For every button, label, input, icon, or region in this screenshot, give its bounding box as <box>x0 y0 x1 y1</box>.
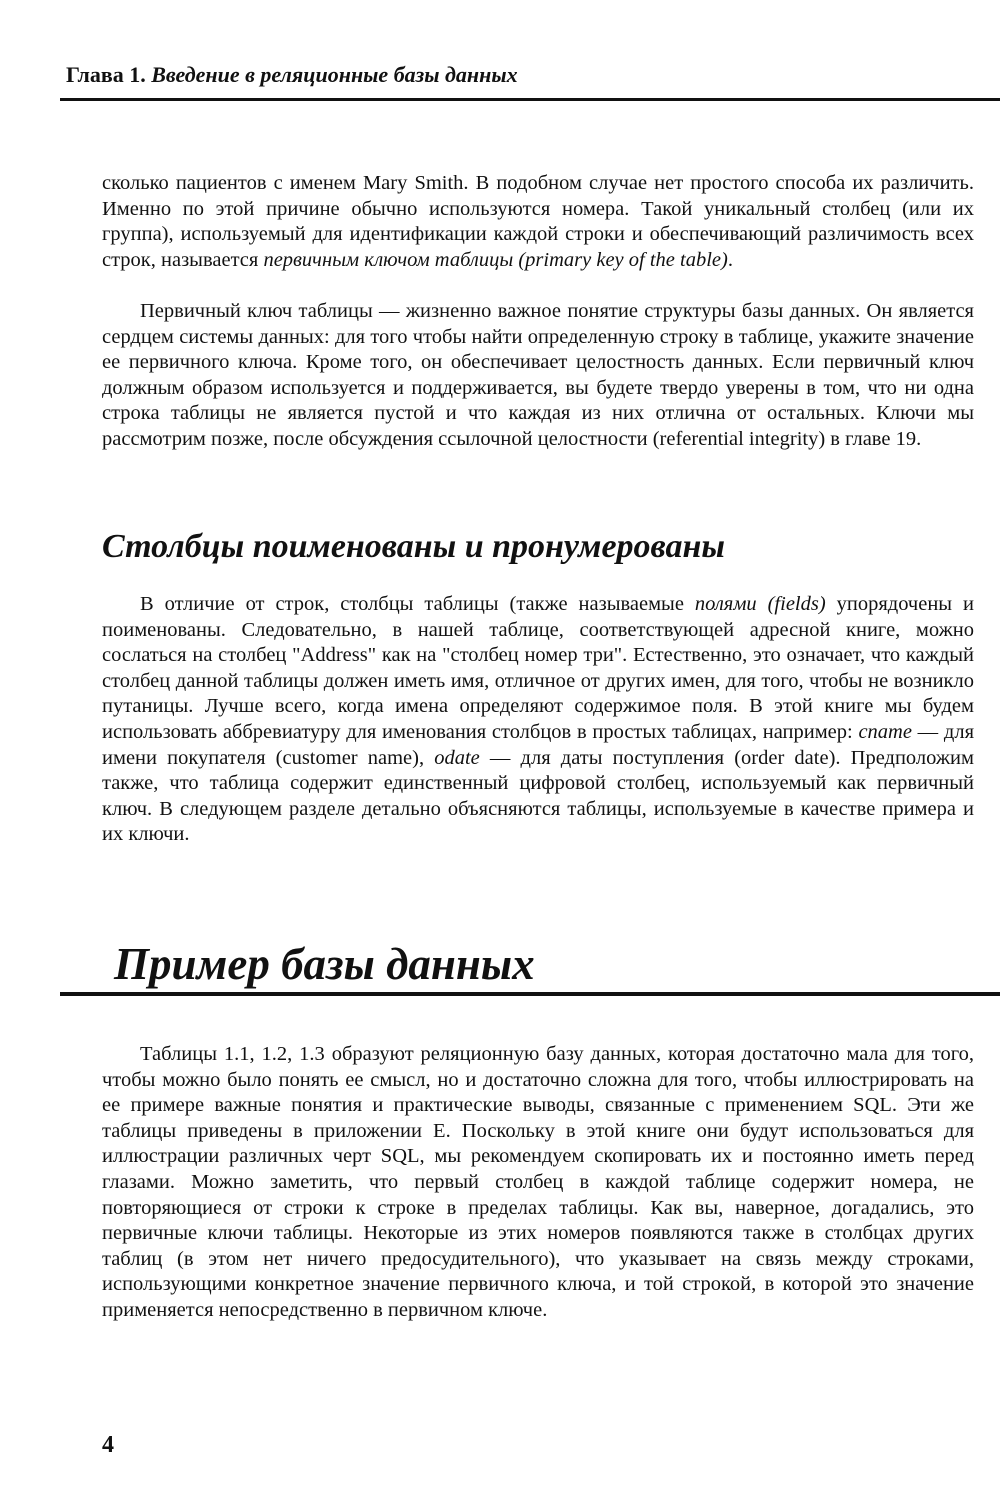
section-heading: Столбцы поименованы и пронумерованы <box>102 528 725 565</box>
paragraph-1-text: сколько пациентов с именем Mary Smith. В подобном случае нет простого способа их различить. Именно по этой причине обычно используются номера. Такой уникальный столбец (или их группа), используемый для идентификации каждой строки и обеспечивающий различимость всех строк, называется <box>102 172 974 271</box>
paragraph-4-text: Таблицы 1.1, 1.2, 1.3 образуют реляционную базу данных, которая достаточно мала для того, чтобы можно было понять ее смысл, но и достаточно сложна для того, чтобы иллюстрировать на ее примере важные понятия и практические выводы, связанные с применением SQL. Эти же таблицы приведены в приложении Е. Поскольку в этой книге они будут использоваться для иллюстрации различных черт SQL, мы рекомендуем скопировать их и постоянно иметь перед глазами. Можно заметить, что первый столбец в каждой таблице содержит номера, не повторяющиеся от строки к строке в пределах таблицы. Как вы, наверное, догадались, это первичные ключи таблицы. Некоторые из этих номеров появляются также в столбцах других таблиц (в этом нет ничего предосудительного), что указывает на связь между строками, использующими конкретное значение первичного ключа, и той строкой, в которой это значение применяется непосредственно в первичном ключе. <box>102 1043 974 1321</box>
chapter-title: Введение в реляционные базы данных <box>151 62 518 87</box>
major-heading-rule <box>60 992 1000 996</box>
major-heading: Пример базы данных <box>114 939 535 989</box>
paragraph-2-text: Первичный ключ таблицы — жизненно важное понятие структуры базы данных. Он является сердцем системы данных: для того чтобы найти определенную строку в таблице, укажите значение ее первичного ключа. Кроме того, он обеспечивает целостность данных. Если первичный ключ должным образом используется и поддерживается, вы будете твердо уверены в том, что ни одна строка таблицы не является пустой и что каждая из них отлична от остальных. Ключи мы рассмотрим позже, после обсуждения ссылочной целостности (referential integrity) в главе 19. <box>102 300 974 450</box>
paragraph-2 <box>102 299 974 453</box>
paragraph-1: сколько пациентов с именем Mary Smith. В подобном случае нет простого способа их различить. Именно по этой причине обычно используются номера. Такой уникальный столбец (или их группа), используемый для идентификации каждой строки и обеспечивающий различимость всех строк, называется первичным ключом таблицы (primary key of the table). <box>102 172 974 271</box>
paragraph-3: В отличие от строк, столбцы таблицы (также называемые полями (fields) упорядочены и поименованы. Следовательно, в нашей таблице, соответствующей адресной книге, можно сослаться на столбец "Address" как на "столбец номер три". Естественно, это означает, что каждый столбец данной таблицы должен иметь имя, отличное от других имен, для того, чтобы не возникло путаницы. Лучше всего, когда имена определяют содержимое поля. В этой книге мы будем использовать аббревиатуру для именования столбцов в простых таблицах, например: cname — для имени покупателя (customer name), odate — для даты поступления (order date). Предположим также, что таблица содержит единственный цифровой столбец, используемый как первичный ключ. В следующем разделе детально объясняются таблицы, используемые в качестве примера и их ключи. <box>102 593 974 846</box>
cname-term: cname <box>858 720 912 743</box>
running-head <box>66 62 518 88</box>
primary-key-term: первичным ключом таблицы (primary key of the table) <box>263 248 728 271</box>
header-rule <box>60 98 1000 101</box>
fields-term: полями (fields) <box>694 593 826 615</box>
paragraph-4 <box>102 1042 974 1324</box>
odate-term: odate <box>434 746 480 769</box>
chapter-label: Глава 1. <box>66 62 146 87</box>
page-number: 4 <box>102 1432 114 1458</box>
